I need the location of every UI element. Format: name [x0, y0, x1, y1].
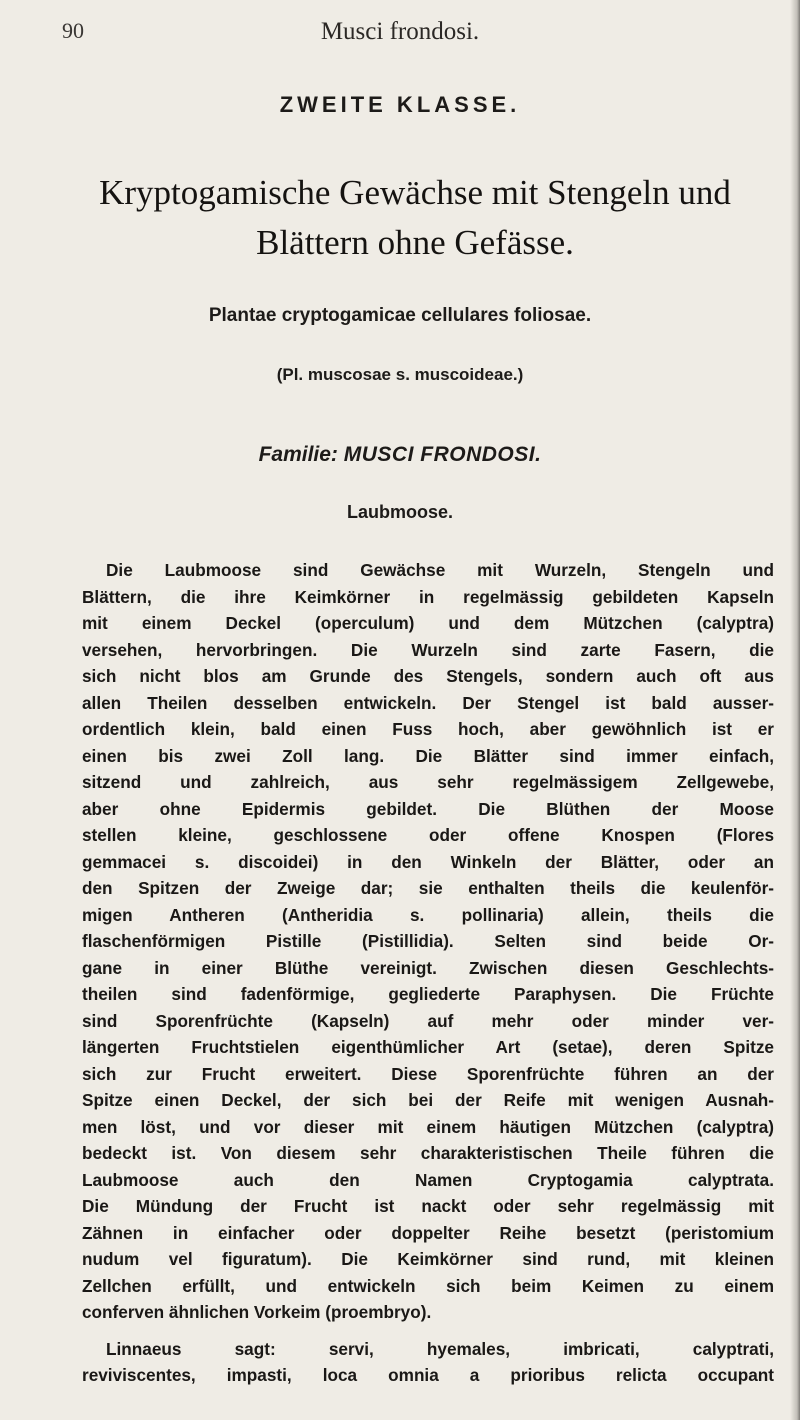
family-name: MUSCI FRONDOSI. [343, 443, 542, 466]
body-text [82, 557, 774, 1389]
text-line: nudum vel figuratum). Die Keimkörner sind rund, mit kleinen [82, 1249, 774, 1269]
text-line: conferven ähnlichen Vorkeim (proembryo). [82, 1302, 432, 1322]
family-line [0, 443, 800, 467]
text-line: versehen, hervorbringen. Die Wurzeln sind zarte Fasern, die [82, 639, 774, 660]
text-line: sind Sporenfrüchte (Kapseln) auf mehr oder minder ver- [82, 1010, 774, 1031]
text-line: flaschenförmigen Pistille (Pistillidia). Selten sind beide Or- [82, 931, 774, 951]
paragraph-gap [82, 1326, 774, 1336]
text-line: aber ohne Epidermis gebildet. Die Blüthen der Moose [82, 798, 774, 819]
page-number: 90 [62, 18, 84, 43]
text-line: stellen kleine, geschlossene oder offene Knospen (Flores [82, 825, 774, 845]
running-header [0, 18, 800, 48]
text-line: den Spitzen der Zweige dar; sie enthalten theils die keulenför- [82, 878, 774, 898]
text-line: Blättern, die ihre Keimkörner in regelmässig gebildeten Kapseln [82, 586, 774, 607]
text-line: Linnaeus sagt: servi, hyemales, imbricati, calyptrati, [106, 1338, 774, 1359]
text-line: theilen sind fadenförmige, gegliederte Paraphysen. Die Früchte [82, 984, 774, 1004]
main-title-line-1: Kryptogamische Gewächse mit Stengeln und [99, 173, 731, 212]
text-line: allen Theilen desselben entwickeln. Der Stengel ist bald ausser- [82, 692, 774, 713]
text-line: Die Mündung der Frucht ist nackt oder sehr regelmässig mit [82, 1196, 774, 1216]
text-line: längerten Fruchtstielen eigenthümlicher Art (setae), deren Spitze [82, 1037, 774, 1057]
text-line: sitzend und zahlreich, aus sehr regelmässigem Zellgewebe, [82, 772, 774, 792]
text-line: reviviscentes, impasti, loca omnia a prioribus relicta occupant [82, 1365, 774, 1385]
text-line: Die Laubmoose sind Gewächse mit Wurzeln, Stengeln und [106, 560, 774, 580]
text-line: gemmacei s. discoidei) in den Winkeln der Blätter, oder an [82, 851, 774, 872]
text-line: sich zur Frucht erweitert. Diese Sporenfrüchte führen an der [82, 1063, 774, 1084]
text-line: Zähnen in einfacher oder doppelter Reihe besetzt (peristomium [82, 1222, 774, 1243]
text-line: ordentlich klein, bald einen Fuss hoch, aber gewöhnlich ist er [82, 719, 774, 739]
class-heading: ZWEITE KLASSE. [279, 92, 521, 117]
common-name: Laubmoose. [346, 502, 453, 522]
text-line: migen Antheren (Antheridia s. pollinaria) allein, theils die [82, 904, 774, 925]
text-line: Laubmoose auch den Namen Cryptogamia calyptrata. [82, 1169, 774, 1190]
text-line: mit einem Deckel (operculum) und dem Mützchen (calyptra) [82, 613, 774, 633]
text-line: bedeckt ist. Von diesem sehr charakteristischen Theile führen die [82, 1143, 774, 1163]
text-line: sich nicht blos am Grunde des Stengels, sondern auch oft aus [82, 666, 774, 686]
text-line: einen bis zwei Zoll lang. Die Blätter sind immer einfach, [82, 745, 774, 766]
family-label: Familie: [258, 443, 338, 466]
text-line: gane in einer Blüthe vereinigt. Zwischen diesen Geschlechts- [82, 957, 774, 978]
synonyms-line: (Pl. muscosae s. muscoideae.) [276, 365, 524, 384]
paragraph-description [82, 557, 774, 1326]
text-line: Spitze einen Deckel, der sich bei der Reife mit wenigen Ausnah- [82, 1090, 774, 1110]
text-line: Zellchen erfüllt, und entwickeln sich beim Keimen zu einem [82, 1275, 774, 1296]
running-title: Musci frondosi. [320, 18, 480, 45]
paragraph-linnaeus [82, 1336, 774, 1389]
main-title [60, 168, 770, 268]
text-line: men löst, und vor dieser mit einem häutigen Mützchen (calyptra) [82, 1116, 774, 1137]
latin-subtitle: Plantae cryptogamicae cellulares foliosae. [208, 305, 592, 326]
page-edge-shadow [790, 0, 800, 1420]
main-title-line-2: Blättern ohne Gefässe. [256, 223, 574, 262]
